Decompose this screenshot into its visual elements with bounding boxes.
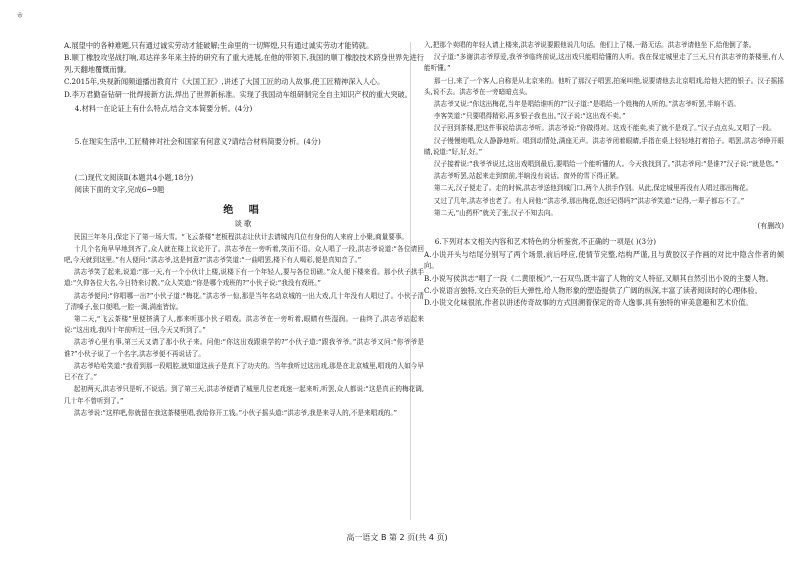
option-a: A.展望中的各种难题,只有通过诚实劳动才能破解;生命里的一切辉煌,只有通过诚实劳动才能铸就。: [64, 41, 374, 50]
story-paragraph: 第二天,汉子便走了。走的时候,洪志爷送他到城门口,两个人拱手作别。从此,保定城里再没有人唱过那出梅花。: [433, 184, 753, 193]
option-c: C.2015年,央视新闻频道播出教育片《大国工匠》,讲述了大国工匠的动人故事,使工匠精神深入人心。: [64, 77, 385, 87]
left-column: [64, 40, 424, 420]
story-paragraph: 洪志爷哈哈笑道:“我看到那一段唱腔,就知道这孩子是真下了功夫的。当年我听过这出戏,那是在北京城里,唱戏的人如今早已不在了。”: [64, 361, 424, 382]
story-paragraph: 第二天,“飞云茶楼”里便挤满了人,都来听那小伙子唱戏。洪志爷在一旁听着,眼睛有些湿润。一曲终了,洪志爷站起来说:“这出戏,我四十年前听过一回,今天又听到了。”: [64, 315, 424, 335]
section-header: (二)现代文阅读Ⅱ(本题共4小题,18分): [74, 172, 194, 182]
q6-option-d: D.小说文化味很浓,作者以讲述传奇故事的方式回溯着保定的奇人逸事,具有独特的审美意趣和艺术价值。: [424, 298, 753, 308]
option-b: B.顺丁橡胶攻坚战打响,邓达祥多年来主持的研究有了重大进展,在他的带领下,我国的顺丁橡胶技术跻身世界先进行列,天翻地覆慨而慷。: [64, 53, 424, 74]
story-paragraph: 民国三年冬月,保定下了第一场大雪。“飞云茶楼”老板程洪志让伙计去请城内几位有身份的人来府上小聚,商量要事。: [73, 232, 409, 241]
story-paragraph: 李客笑道:“只要唱得精彩,再多银子我也出。”汉子说:“这出戏不卖。”: [433, 112, 626, 121]
corner-mark: ㅎ: [16, 11, 24, 20]
story-paragraph: 汉子接着说:“我爷爷说过,这出戏唱到最后,要唱给一个能听懂的人。今天我找到了。”洪志爷问:“是谁?”汉子说:“就是您。”: [433, 160, 779, 169]
story-author: 谈歌: [234, 218, 254, 228]
option-d: D.李万君勤奋钻研一批焊接新方法,焊出了世界新标准。实现了我国动车组研制完全自主知识产权的重大突破。: [64, 89, 412, 99]
page-footer: 高一语文 B 第 2 页(共 4 页): [346, 533, 448, 542]
story-paragraph: 那一日,来了一个客人,自称是从北京来的。他听了那汉子唱罢,拍案叫绝,说要请他去北京唱戏,给他大把的银子。汉子摇摇头,说不去。洪志爷在一旁暗暗点头。: [424, 76, 784, 96]
story-paragraph: 汉子回到茶楼,把这件事说给洪志爷听。洪志爷说:“你做得对。这戏不能卖,卖了就不是戏了。”汉子点点头,又唱了一段。: [433, 124, 776, 133]
story-paragraph: 第二天,“山药杯”就关了张,汉子不知去向。: [433, 208, 558, 217]
q6-option-a: A.小说开头与结尾分别写了两个场景,前后呼应,使情节完整,结构严谨,且与黄胶汉子作画的对比中隐含作者的倾向。: [424, 249, 784, 271]
question-6: 6.下列对本文相关内容和艺术特色的分析鉴赏,不正确的一项是( )(3分): [434, 237, 657, 247]
story-paragraph: 洪志爷又说:“你这出梅花,当年是唱给谁听的?”汉子道:“是唱给一个姓梅的人听的。”洪志爷听罢,半晌不语。: [433, 100, 740, 109]
reading-instruction: 阅读下面的文字,完成6~9题: [74, 185, 165, 195]
story-paragraph: 又过了几年,洪志爷也老了。有人问他:“洪志爷,那出梅花,您还记得吗?”洪志爷笑道:“记得,一辈子都忘不了。”: [433, 196, 745, 205]
story-paragraph: 起初两天,洪志爷只是听,不说话。到了第三天,洪志爷便请了城里几位老戏迷一起来听,听罢,众人都说:“这是真正的梅花调,几十年不曾听到了。”: [64, 385, 424, 405]
story-paragraph: 洪志爷听罢,站起来走到窗前,半晌没有说话。窗外的雪下得正紧。: [433, 172, 623, 181]
story-paragraph: 十几个名角早早地到齐了,众人就在楼上议论开了。洪志爷在一旁听着,笑而不语。众人唱了一段,洪志爷说道:“各位请回吧,今天就到这里。”有人便问:“洪志爷,这是何意?”洪志爷笑道:“一曲唱罢,楼下有人喝彩,便是真知音了。”: [64, 244, 424, 265]
story-paragraph: 汉子慢慢地唱,众人静静地听。唱到动情处,满座无声。洪志爷闭着眼睛,手指在桌上轻轻地打着拍子。唱罢,洪志爷睁开眼睛,说道:“好,好,好。”: [424, 136, 784, 156]
story-paragraph: 洪志爷便问:“你唱哪一出?”小伙子道:“梅花。”洪志爷一惊,那是当年名动京城的一出大戏,几十年没有人唱过了。小伙子清了清嗓子,张口便唱,一腔一调,满座皆惊。: [64, 291, 424, 311]
q6-option-b: B.小说写侯洪志“唱了一段《二黄原板》”,一石双鸟,既丰富了人物的文人特征,又顺其自然引出小说的主要人物。: [424, 273, 773, 283]
question-4: 4.材料一在论证上有什么特点,结合文本简要分析。(4分): [74, 104, 253, 114]
question-5: 5.在现实生活中,工匠精神对社会和国家有何意义?请结合材料简要分析。(4分): [74, 137, 321, 147]
story-paragraph: 洪志爷笑了起来,说道:“那一天,有一个小伙计上楼,说楼下有一个年轻人,要与各位切磋。”众人便下楼来看。那小伙子拱手道:“久仰各位大名,今日特来讨教。”众人笑道:“你是哪个戏班的?”小伙子说:“我没有戏班。”: [64, 268, 424, 288]
revision-note: (有删改): [757, 222, 784, 231]
story-paragraph: 洪志爷说:“这样吧,你就留在我这茶楼里唱,我给你开工钱。”小伙子摇头道:“洪志爷,我是来寻人的,不是来唱戏的。”: [73, 408, 398, 417]
story-body-right: [424, 40, 784, 219]
story-title: 绝 唱: [223, 204, 265, 216]
story-paragraph: 入,把那个卖唱的年轻人请上楼来,洪志爷说要跟他说几句话。他们上了楼,一路无话。洪志爷请他坐下,给他倒了茶。: [424, 41, 756, 49]
story-body-left: [64, 232, 424, 419]
q6-option-c: C.小说语言独特,文白夹杂的巨大弹性,给人物形象的塑造提供了广阔的纵深,丰富了读者阅读时的心理体验。: [424, 286, 762, 296]
right-column: [424, 40, 784, 310]
story-paragraph: 汉子道:“多谢洪志爷厚爱,我爷爷临终前说,这出戏只能唱给懂的人听。我在保定城里走了三天,只有洪志爷的茶楼里,有人能听懂。”: [424, 53, 784, 73]
story-paragraph: 洪志爷心里有事,第三天又请了那小伙子来。问他:“你这出戏跟谁学的?”小伙子道:“跟我爷爷。”洪志爷又问:“你爷爷是谁?”小伙子说了一个名字,洪志爷便不再说话了。: [64, 338, 424, 358]
